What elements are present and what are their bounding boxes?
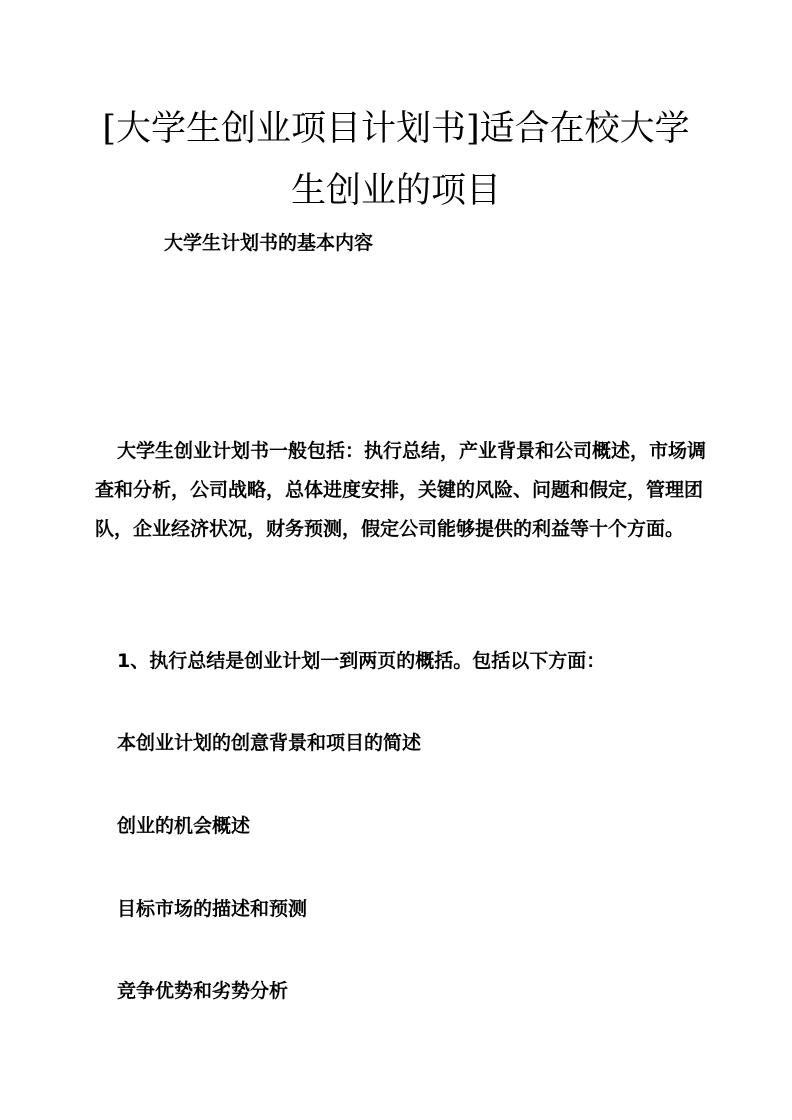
- list-item: 本创业计划的创意背景和项目的简述: [117, 732, 422, 754]
- intro-paragraph: 大学生创业计划书一般包括：执行总结，产业背景和公司概述，市场调查和分析，公司战略，总体进度安排，关键的风险、问题和假定，管理团队，企业经济状况，财务预测，假定公司能够提供的利益等十个方面。: [95, 440, 707, 540]
- subtitle: 大学生计划书的基本内容: [164, 232, 374, 254]
- list-item: 创业的机会概述: [117, 815, 251, 837]
- section-heading: 1、执行总结是创业计划一到两页的概括。包括以下方面：: [117, 650, 606, 672]
- document-title: [大学生创业项目计划书]适合在校大学生创业的项目: [102, 109, 690, 211]
- list-item: 竞争优势和劣势分析: [117, 980, 289, 1002]
- list-item: 目标市场的描述和预测: [117, 898, 308, 920]
